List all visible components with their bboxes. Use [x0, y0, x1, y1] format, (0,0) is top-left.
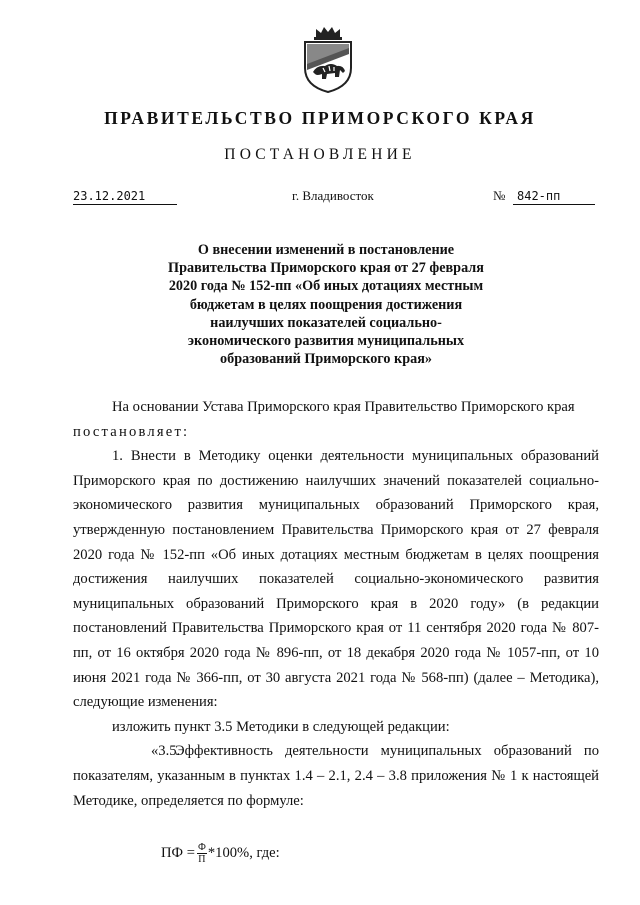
document-body: [73, 395, 599, 813]
government-title: ПРАВИТЕЛЬСТВО ПРИМОРСКОГО КРАЯ: [104, 108, 536, 128]
number-label: №: [493, 188, 506, 203]
formula-numerator: Ф: [197, 842, 206, 853]
clause-text: Эффективность деятельности муниципальных образований по показателям, указанным в пунктах 1.4 – 2.1, 2.4 – 3.8 приложения № 1 к настоящей Методике, определяется по формуле:: [73, 743, 599, 809]
formula-denominator: П: [198, 854, 206, 865]
subject-line: О внесении изменений в постановление: [197, 242, 455, 258]
document-date: 23.12.2021: [73, 189, 146, 203]
city-label: г. Владивосток: [292, 188, 374, 203]
instruction-paragraph: изложить пункт 3.5 Методики в следующей редакции:: [112, 718, 450, 735]
subject-line: Правительства Приморского края от 27 февраля: [168, 260, 484, 277]
document-subject: [140, 241, 512, 368]
subject-line: наилучших показателей социально-: [210, 314, 442, 331]
subject-line: 2020 года № 152-пп «Об иных дотациях местным: [168, 278, 484, 295]
coat-of-arms-icon: [299, 24, 357, 94]
number-field: [513, 188, 595, 205]
preamble-paragraph: На основании Устава Приморского края Правительство Приморского края: [112, 399, 575, 415]
date-field: [73, 188, 177, 205]
item-1-paragraph: 1. Внести в Методику оценки деятельности муниципальных образований Приморского края по достижению наилучших значений показателей социально-экономического развития муниципальных образований Приморского края, утвержденную постановлением Правительства Приморского края от 27 февраля 2020 года № 152-пп «Об иных дотациях местным бюджетам в целях поощрения достижения наилучших показателей социально-экономического развития муниципальных образований Приморского края в 2020 году» (в редакции постановлений Правительства Приморского края от 11 сентября 2020 года № 807-пп, от 16 октября 2020 года № 896-пп, от 18 декабря 2020 года № 1057-пп, от 10 июня 2021 года № 366-пп, от 30 августа 2021 года № 568-пп) (далее – Методика), следующие изменения:: [73, 448, 599, 711]
formula-rhs: *100%, где:: [207, 845, 280, 861]
document-type: ПОСТАНОВЛЕНИЕ: [224, 146, 416, 163]
decree-word: постановляет:: [73, 423, 190, 440]
subject-line: бюджетам в целях поощрения достижения: [189, 296, 463, 313]
formula-fraction: [197, 842, 207, 865]
subject-line: образований Приморского края»: [220, 351, 432, 368]
document-number: 842-пп: [517, 189, 561, 203]
formula-lhs: ПФ =: [161, 845, 195, 861]
efficiency-formula: [161, 842, 280, 865]
subject-line: экономического развития муниципальных: [187, 333, 465, 350]
clause-3-5-paragraph: [73, 739, 599, 813]
clause-number: «3.5.: [151, 743, 181, 760]
